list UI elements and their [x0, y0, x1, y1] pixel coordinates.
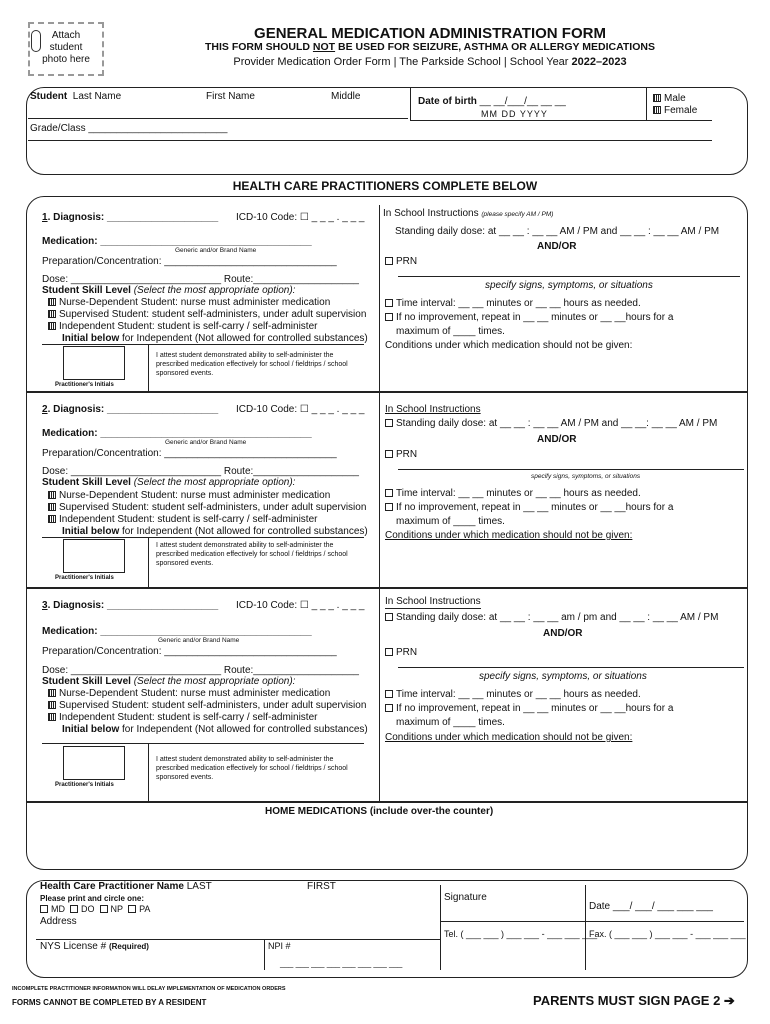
male-checkbox[interactable]	[653, 94, 661, 102]
initial-2-note: Initial below for Independent (Not allowed for controlled substances)	[62, 526, 368, 537]
student-first-name-field[interactable]: First Name	[206, 91, 255, 102]
date-field[interactable]: Date ___/ ___/ ___ ___ ___	[589, 901, 713, 912]
generic-2-hint: Generic and/or Brand Name	[165, 439, 247, 446]
prn-3-option[interactable]: PRN	[385, 647, 417, 658]
standing-dose-3-field[interactable]: Standing daily dose: at __ __ : __ __ am / pm and __ __ : __ __ AM / PM	[385, 612, 718, 623]
license-field[interactable]: NYS License # (Required)	[40, 941, 149, 952]
andor-3: AND/OR	[543, 628, 583, 639]
icd-3-field[interactable]: ICD-10 Code: ☐ _ _ _ . _ _ _	[236, 600, 365, 611]
generic-1-hint: Generic and/or Brand Name	[175, 247, 257, 254]
andor-1: AND/OR	[537, 241, 577, 252]
interval-2-option[interactable]: Time interval: __ __ minutes or __ __ hours as needed.	[385, 488, 641, 499]
skill-level-3-heading: Student Skill Level (Select the most appropriate option):	[42, 676, 296, 687]
incomplete-note: INCOMPLETE PRACTITIONER INFORMATION WILL DELAY IMPLEMENTATION OF MEDICATION ORDERS	[12, 986, 286, 992]
skill-2-nurse-option[interactable]: Nurse-Dependent Student: nurse must administer medication	[48, 490, 330, 501]
medication-3-field[interactable]: Medication: ______________________________________	[42, 626, 312, 637]
skill-3-nurse-option[interactable]: Nurse-Dependent Student: nurse must administer medication	[48, 688, 330, 699]
interval-3-option[interactable]: Time interval: __ __ minutes or __ __ hours as needed.	[385, 689, 641, 700]
medication-1-field[interactable]: Medication: ______________________________________	[42, 236, 312, 247]
form-subtitle: Provider Medication Order Form | The Parkside School | School Year 2022–2023	[233, 56, 627, 68]
photo-label-2: student	[49, 42, 83, 53]
maximum-1-field[interactable]: maximum of ____ times.	[396, 326, 505, 337]
standing-dose-1-field[interactable]: Standing daily dose: at __ __ : __ __ AM / PM and __ __ : __ __ AM / PM	[395, 226, 720, 237]
dose-route-3-field[interactable]: Dose: ___________________________ Route:___________________	[42, 665, 359, 676]
andor-2: AND/OR	[537, 434, 577, 445]
photo-label-1: Attach	[51, 30, 81, 41]
conditions-2-field[interactable]: Conditions under which medication should not be given:	[385, 530, 633, 541]
dose-route-1-field[interactable]: Dose: ___________________________ Route:___________________	[42, 274, 359, 285]
initial-3-note: Initial below for Independent (Not allowed for controlled substances)	[62, 724, 368, 735]
circle-one-label: Please print and circle one:	[40, 894, 145, 903]
skill-3-supervised-option[interactable]: Supervised Student: student self-administers, under adult supervision	[48, 700, 366, 711]
conditions-3-field[interactable]: Conditions under which medication should not be given:	[385, 732, 633, 743]
attest-2-text: I attest student demonstrated ability to self-administer the prescribed medication effectively for school / fieldtrips / school sponsored events.	[156, 542, 348, 567]
section-title: HEALTH CARE PRACTITIONERS COMPLETE BELOW	[232, 179, 538, 193]
tel-field[interactable]: Tel. ( ___ ___ ) ___ ___ - ___ ___ ___	[444, 929, 598, 939]
fax-field[interactable]: Fax. ( ___ ___ ) ___ ___ - ___ ___ ___	[589, 929, 746, 939]
attest-1-text: I attest student demonstrated ability to self-administer the prescribed medication effectively for school / fieldtrips / school sponsored events.	[156, 352, 348, 377]
maximum-2-field[interactable]: maximum of ____ times.	[396, 516, 505, 527]
standing-dose-2-field[interactable]: Standing daily dose: at __ __ : __ __ AM / PM and __ __: __ __ AM / PM	[385, 418, 717, 429]
initials-3-label: Practitioner's Initials	[55, 782, 114, 788]
medication-2-field[interactable]: Medication: ______________________________________	[42, 428, 312, 439]
initials-3-box[interactable]	[63, 746, 125, 780]
skill-level-2-heading: Student Skill Level (Select the most appropriate option):	[42, 477, 296, 488]
maximum-3-field[interactable]: maximum of ____ times.	[396, 717, 505, 728]
skill-1-nurse-option[interactable]: Nurse-Dependent Student: nurse must administer medication	[48, 297, 330, 308]
instructions-2-heading: In School Instructions	[385, 404, 481, 415]
skill-2-supervised-option[interactable]: Supervised Student: student self-administers, under adult supervision	[48, 502, 366, 513]
prep-1-field[interactable]: Preparation/Concentration: _______________________________	[42, 256, 337, 267]
parents-sign-note: PARENTS MUST SIGN PAGE 2 ➔	[533, 993, 735, 1008]
instructions-1-heading: In School Instructions (please specify AM / PM)	[383, 208, 554, 219]
specify-2-hint: specify signs, symptoms, or situations	[531, 473, 641, 480]
form-title: GENERAL MEDICATION ADMINISTRATION FORM	[254, 25, 606, 42]
resident-note: FORMS CANNOT BE COMPLETED BY A RESIDENT	[12, 998, 207, 1007]
prn-2-option[interactable]: PRN	[385, 449, 417, 460]
initials-1-box[interactable]	[63, 346, 125, 380]
hcp-name-field[interactable]: Health Care Practitioner Name LAST	[40, 881, 212, 892]
prn-1-option[interactable]: PRN	[385, 256, 417, 267]
photo-label-3: photo here	[42, 54, 90, 65]
repeat-2-option[interactable]: If no improvement, repeat in __ __ minutes or __ __hours for a	[385, 502, 673, 513]
skill-2-independent-option[interactable]: Independent Student: student is self-carry / self-administer	[48, 514, 317, 525]
diagnosis-1-field[interactable]: 1. Diagnosis: ____________________	[42, 212, 219, 223]
generic-3-hint: Generic and/or Brand Name	[158, 637, 240, 644]
initial-1-note: Initial below for Independent (Not allowed for controlled substances)	[62, 333, 368, 344]
initials-2-label: Practitioner's Initials	[55, 575, 114, 581]
hcp-first-field[interactable]: FIRST	[307, 881, 336, 892]
student-middle-field[interactable]: Middle	[331, 91, 361, 102]
dob-field[interactable]: Date of birth __ __/___/__ __ __	[418, 96, 566, 107]
skill-level-1-heading: Student Skill Level (Select the most appropriate option):	[42, 285, 296, 296]
prep-3-field[interactable]: Preparation/Concentration: _______________________________	[42, 646, 337, 657]
diagnosis-2-field[interactable]: 2. Diagnosis: ____________________	[42, 404, 219, 415]
icd-2-field[interactable]: ICD-10 Code: ☐ _ _ _ . _ _ _	[236, 404, 365, 415]
conditions-1-field[interactable]: Conditions under which medication should not be given:	[385, 340, 633, 351]
specify-1-hint: specify signs, symptoms, or situations	[485, 280, 653, 291]
address-field[interactable]: Address	[40, 916, 77, 927]
instructions-3-heading: In School Instructions	[385, 596, 481, 607]
gender-male-option[interactable]: Male	[653, 93, 686, 104]
repeat-3-option[interactable]: If no improvement, repeat in __ __ minutes or __ __hours for a	[385, 703, 673, 714]
form-warning: THIS FORM SHOULD NOT BE USED FOR SEIZURE, ASTHMA OR ALLERGY MEDICATIONS	[205, 41, 655, 53]
dose-route-2-field[interactable]: Dose: ___________________________ Route:___________________	[42, 466, 359, 477]
specify-3-hint: specify signs, symptoms, or situations	[479, 671, 647, 682]
signature-field[interactable]: Signature	[444, 892, 487, 903]
diagnosis-3-field[interactable]: 3. Diagnosis: ____________________	[42, 600, 219, 611]
female-checkbox[interactable]	[653, 106, 661, 114]
attest-3-text: I attest student demonstrated ability to self-administer the prescribed medication effectively for school / fieldtrips / school sponsored events.	[156, 756, 348, 781]
prep-2-field[interactable]: Preparation/Concentration: _______________________________	[42, 448, 337, 459]
npi-blank: ___ ___ ___ ___ ___ ___ ___ ___	[280, 959, 403, 968]
skill-3-independent-option[interactable]: Independent Student: student is self-carry / self-administer	[48, 712, 317, 723]
student-last-name-field[interactable]: Student Last Name	[30, 91, 122, 102]
home-medications-heading: HOME MEDICATIONS (include over-the counter)	[265, 806, 494, 817]
credential-options[interactable]: MD DO NP PA	[40, 904, 150, 914]
npi-field[interactable]: NPI #	[268, 941, 291, 951]
skill-1-supervised-option[interactable]: Supervised Student: student self-administers, under adult supervision	[48, 309, 366, 320]
skill-1-independent-option[interactable]: Independent Student: student is self-carry / self-administer	[48, 321, 317, 332]
initials-2-box[interactable]	[63, 539, 125, 573]
dob-format: MM DD YYYY	[481, 109, 548, 119]
initials-1-label: Practitioner's Initials	[55, 382, 114, 388]
interval-1-option[interactable]: Time interval: __ __ minutes or __ __ hours as needed.	[385, 298, 641, 309]
grade-class-field[interactable]: Grade/Class _________________________	[30, 123, 228, 134]
gender-female-option[interactable]: Female	[653, 105, 697, 116]
repeat-1-option[interactable]: If no improvement, repeat in __ __ minutes or __ __hours for a	[385, 312, 673, 323]
icd-1-field[interactable]: ICD-10 Code: ☐ _ _ _ . _ _ _	[236, 212, 365, 223]
